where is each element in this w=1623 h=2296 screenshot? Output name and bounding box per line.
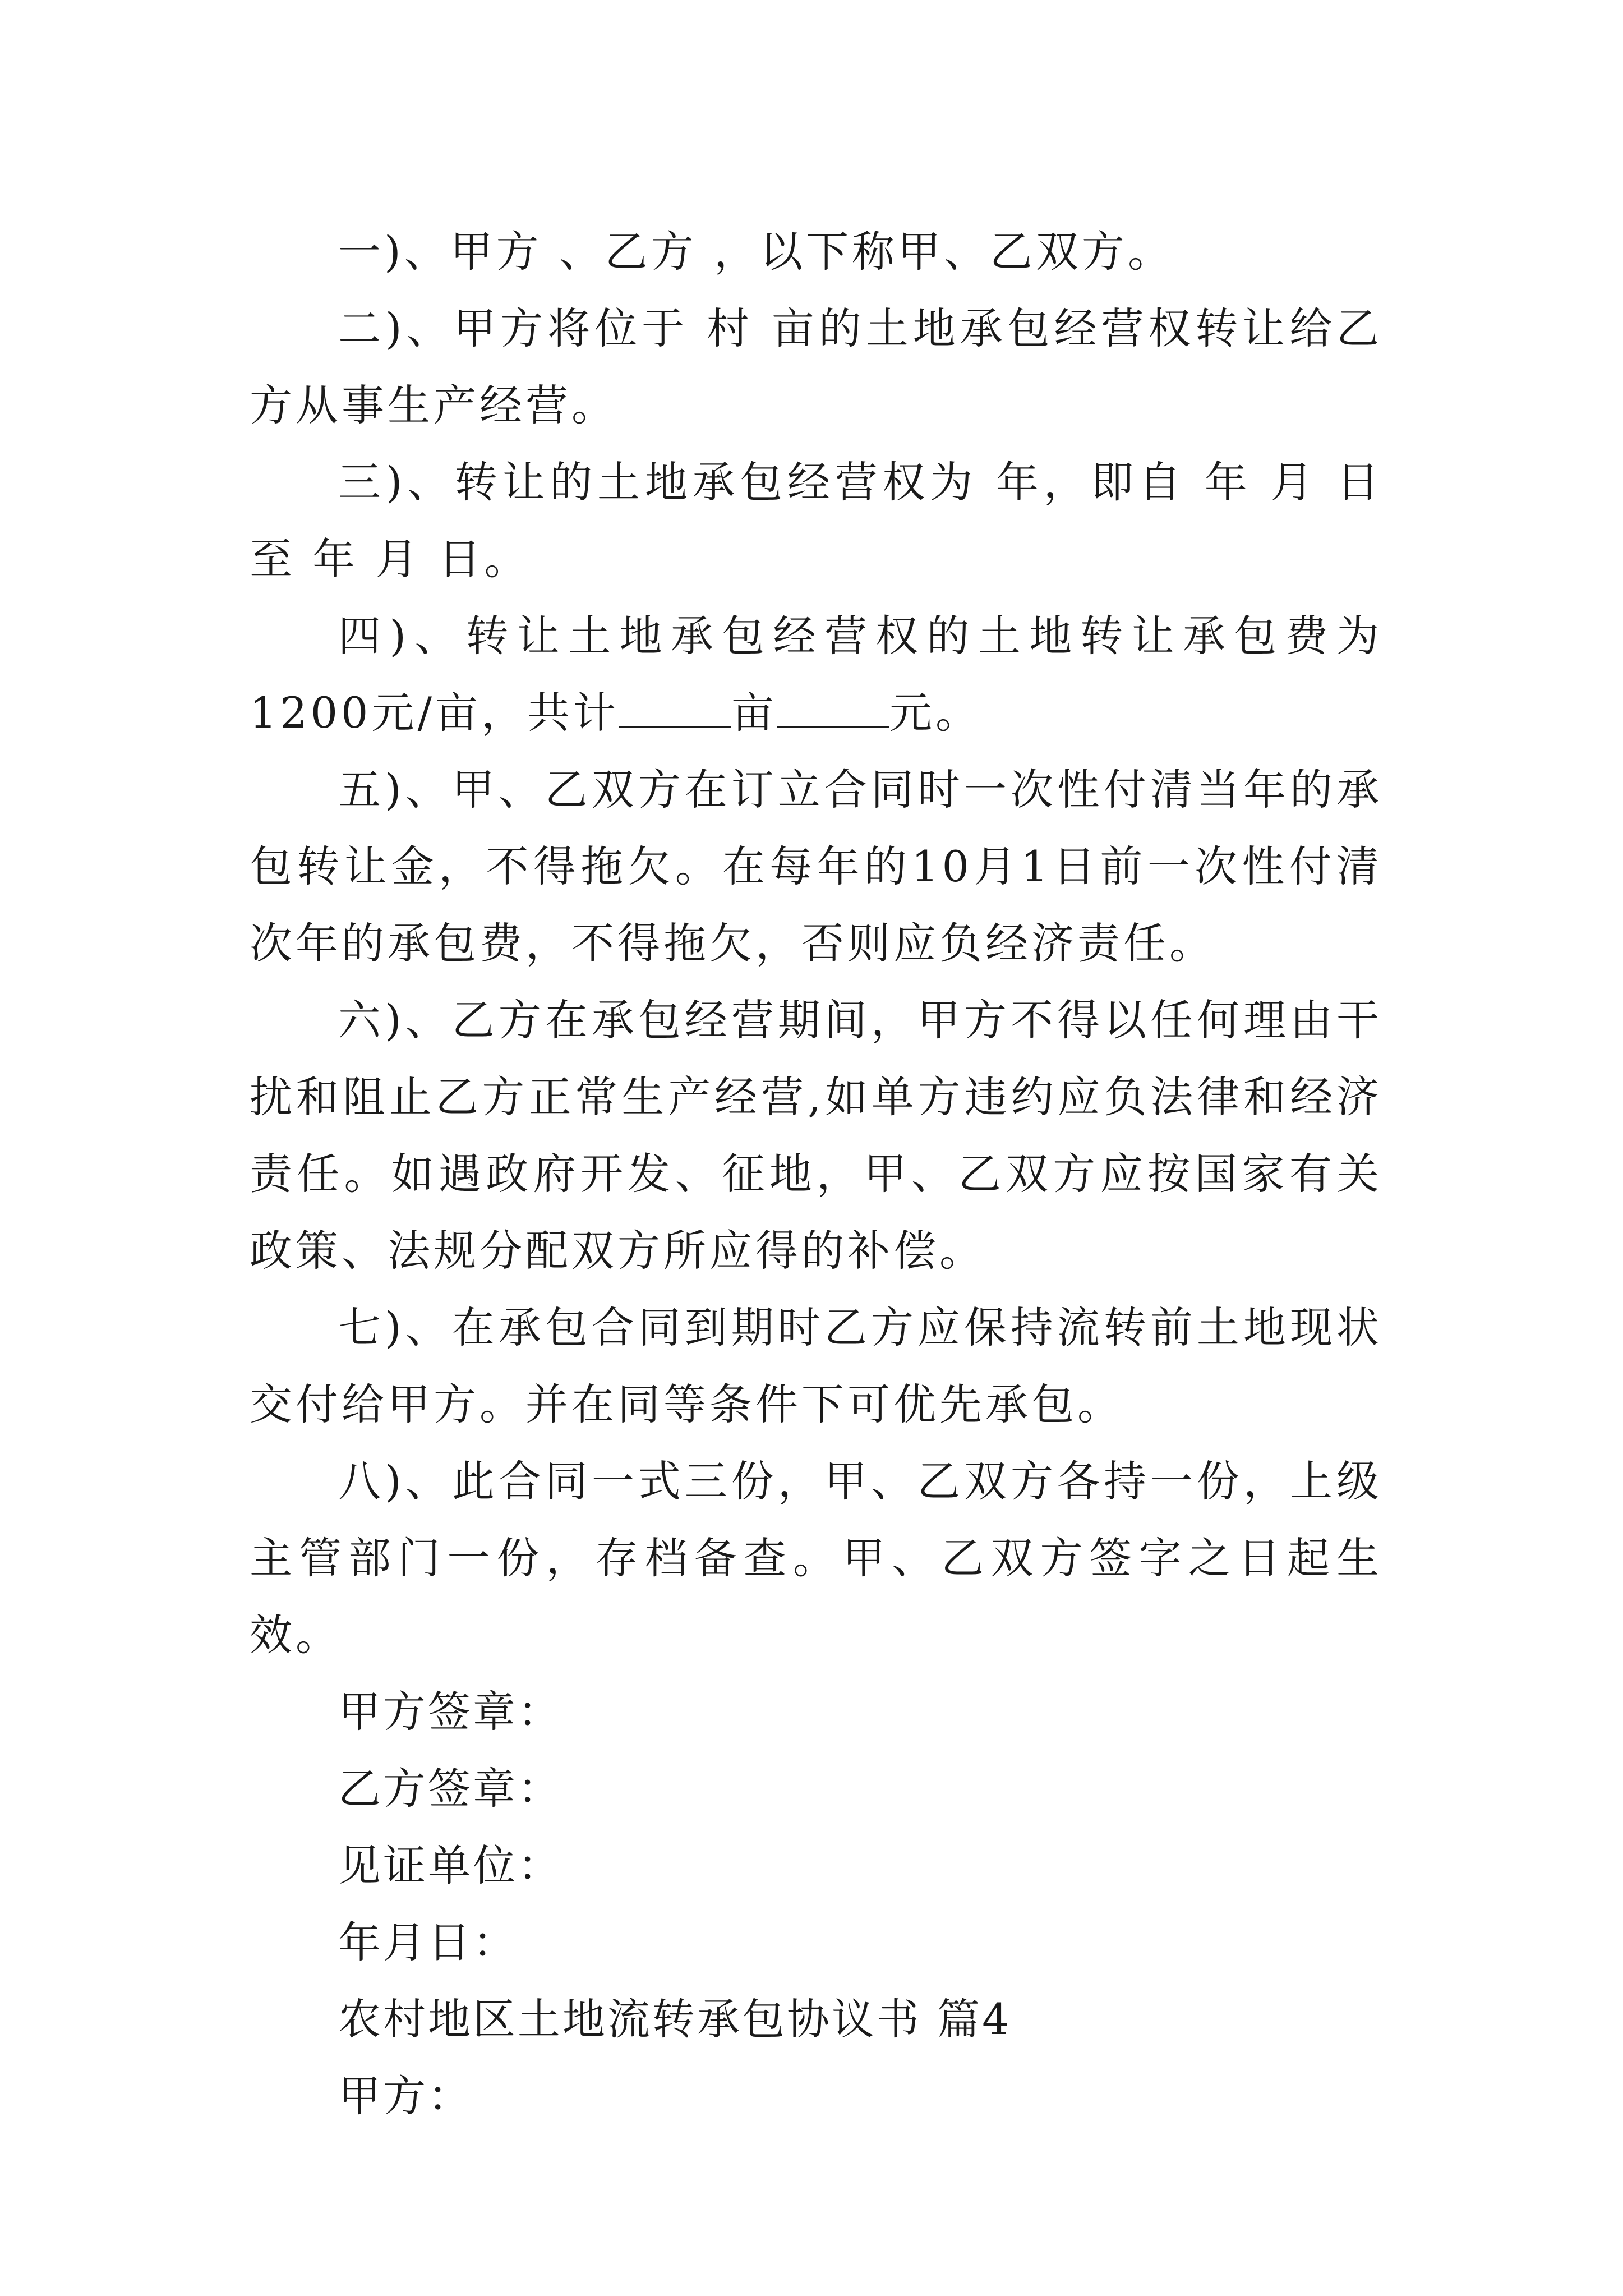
document-body <box>250 213 1382 2134</box>
signature-date: 年月日： <box>338 1917 518 1967</box>
clause-3: 三)、转让的土地承包经营权为 年，即自 年 月 日至 年 月 日。 <box>250 457 1382 584</box>
clause-4-text-after: 元。 <box>889 688 982 738</box>
clause-5: 五)、甲、乙双方在订立合同时一次性付清当年的承包转让金，不得拖欠。在每年的10月1日前一次性付清次年的承包费，不得拖欠，否则应负经济责任。 <box>250 765 1382 968</box>
clause-1: 一)、甲方 、乙方 ，以下称甲、乙双方。 <box>338 227 1174 277</box>
clause-6: 六)、乙方在承包经营期间，甲方不得以任何理由干扰和阻止乙方正常生产经营,如单方违约应负法律和经济责任。如遇政府开发、征地，甲、乙双方应按国家有关政策、法规分配双方所应得的补偿。 <box>250 995 1382 1276</box>
blank-amount-field <box>777 687 889 728</box>
blank-area-field <box>619 687 731 728</box>
clause-8: 八)、此合同一式三份，甲、乙双方各持一份，上级主管部门一份，存档备查。甲、乙双方签字之日起生效。 <box>250 1456 1382 1660</box>
clause-4 <box>250 597 1382 751</box>
signature-party-b: 乙方签章： <box>338 1764 562 1814</box>
section-party-a: 甲方： <box>338 2071 473 2121</box>
clause-7: 七)、在承包合同到期时乙方应保持流转前土地现状交付给甲方。并在同等条件下可优先承包。 <box>250 1303 1382 1429</box>
clause-2: 二)、甲方将位于 村 亩的土地承包经营权转让给乙方从事生产经营。 <box>250 303 1382 430</box>
section-title: 农村地区土地流转承包协议书 篇4 <box>338 1994 1012 2044</box>
clause-4-text-before: 四)、转让土地承包经营权的土地转让承包费为1200元/亩，共计 <box>250 611 1382 738</box>
clause-4-text-middle: 亩 <box>731 688 778 738</box>
signature-party-a: 甲方签章： <box>338 1687 562 1737</box>
signature-witness: 见证单位： <box>338 1841 562 1890</box>
